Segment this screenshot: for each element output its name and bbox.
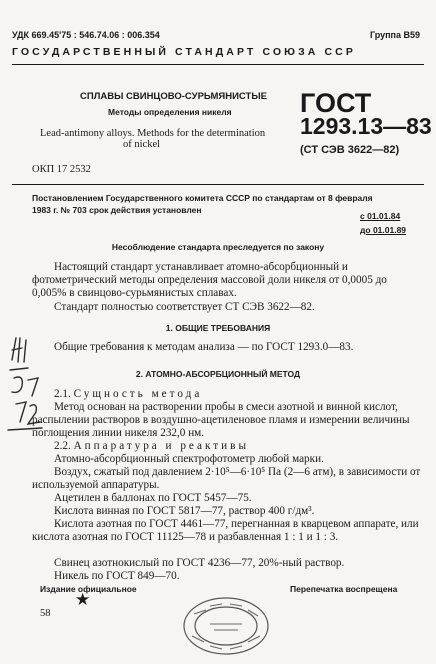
equipment-item: Свинец азотнокислый по ГОСТ 4236—77, 20%-ный раствор. xyxy=(54,557,345,569)
section1-text: Общие требования к методам анализа — по ГОСТ 1293.0—83. xyxy=(54,341,354,353)
intro-paragraph: Настоящий стандарт устанавливает атомно-абсорбционный и фотометрический методы определения массовой доли никеля от 0,0005 до 0,005% в свинцово-сурьмянистых сплавах. xyxy=(32,261,387,299)
equipment-item: Кислота азотная по ГОСТ 4461—77, перегнанная в кварцевом аппарате, или кислота азотная по ГОСТ 11125—78 и разбавленная 1 : 1 и 1 : 3. xyxy=(32,518,419,543)
equipment-item: Кислота винная по ГОСТ 5817—77, раствор 400 г/дм³. xyxy=(54,505,315,517)
subtitle-ru: Методы определения никеля xyxy=(108,107,232,117)
subsection-2-2-number: 2.2. xyxy=(54,440,71,452)
title-en-line2: of nickel xyxy=(123,139,161,150)
subsection-2-1-heading xyxy=(32,388,424,401)
st-sev-number: (СТ СЭВ 3622—82) xyxy=(300,144,400,156)
library-stamp xyxy=(180,594,272,658)
equipment-item: Воздух, сжатый под давлением 2·10⁵—6·10⁵ Па (2—6 атм), в зависимости от используемой аппаратуры. xyxy=(32,466,421,491)
legal-warning: Несоблюдение стандарта преследуется по закону xyxy=(111,242,325,252)
equipment-item: Ацетилен в баллонах по ГОСТ 5457—75. xyxy=(54,492,252,504)
handwritten-margin-note xyxy=(6,330,48,440)
star-icon: ★ xyxy=(75,590,91,609)
group-code: Группа В59 xyxy=(369,30,420,40)
title-ru: СПЛАВЫ СВИНЦОВО-СУРЬМЯНИСТЫЕ xyxy=(80,91,267,102)
equipment-item: Никель по ГОСТ 849—70. xyxy=(54,570,180,582)
gost-number: 1293.13—83 xyxy=(300,113,432,139)
subsection-2-1-title: Сущность метода xyxy=(73,388,203,400)
intro-compliance: Стандарт полностью соответствует СТ СЭВ 3622—82. xyxy=(54,301,315,313)
okp-rule xyxy=(12,184,424,185)
section1-title: 1. ОБЩИЕ ТРЕБОВАНИЯ xyxy=(165,323,271,333)
equipment-item: Атомно-абсорбционный спектрофотометр любой марки. xyxy=(54,453,324,465)
subsection-2-2-heading xyxy=(32,440,424,453)
validity-from: с 01.01.84 xyxy=(360,211,401,221)
subsection-2-2-title: Аппаратура и реактивы xyxy=(73,440,249,452)
validity-to: до 01.01.89 xyxy=(360,225,407,235)
header-rule xyxy=(12,64,424,65)
section2-title: 2. АТОМНО-АБСОРБЦИОННЫЙ МЕТОД xyxy=(135,369,301,379)
reprint-forbidden: Перепечатка воспрещена xyxy=(290,584,398,594)
state-standard-heading: ГОСУДАРСТВЕННЫЙ СТАНДАРТ СОЮЗА ССР xyxy=(12,46,356,58)
gost-label: ГОСТ xyxy=(300,88,372,118)
udk-code: УДК 669.45'75 : 546.74.06 : 006.354 xyxy=(12,30,160,40)
official-edition: Издание официальное xyxy=(40,584,137,594)
subsection-2-1-number: 2.1. xyxy=(54,388,71,400)
subsection-2-1-text: Метод основан на растворении пробы в смеси азотной и винной кислот, распылении растворов в воздушно-ацетиленовое пламя и измерении величины поглощения линии никеля 232,0 нм. xyxy=(32,401,410,439)
decree-line2: 1983 г. № 703 срок действия установлен xyxy=(32,205,202,215)
page-number: 58 xyxy=(40,608,51,619)
title-en-line1: Lead-antimony alloys. Methods for the determination xyxy=(40,128,266,139)
okp-code: ОКП 17 2532 xyxy=(32,164,91,175)
decree-line1: Постановлением Государственного комитета СССР по стандартам от 8 февраля xyxy=(32,193,373,203)
